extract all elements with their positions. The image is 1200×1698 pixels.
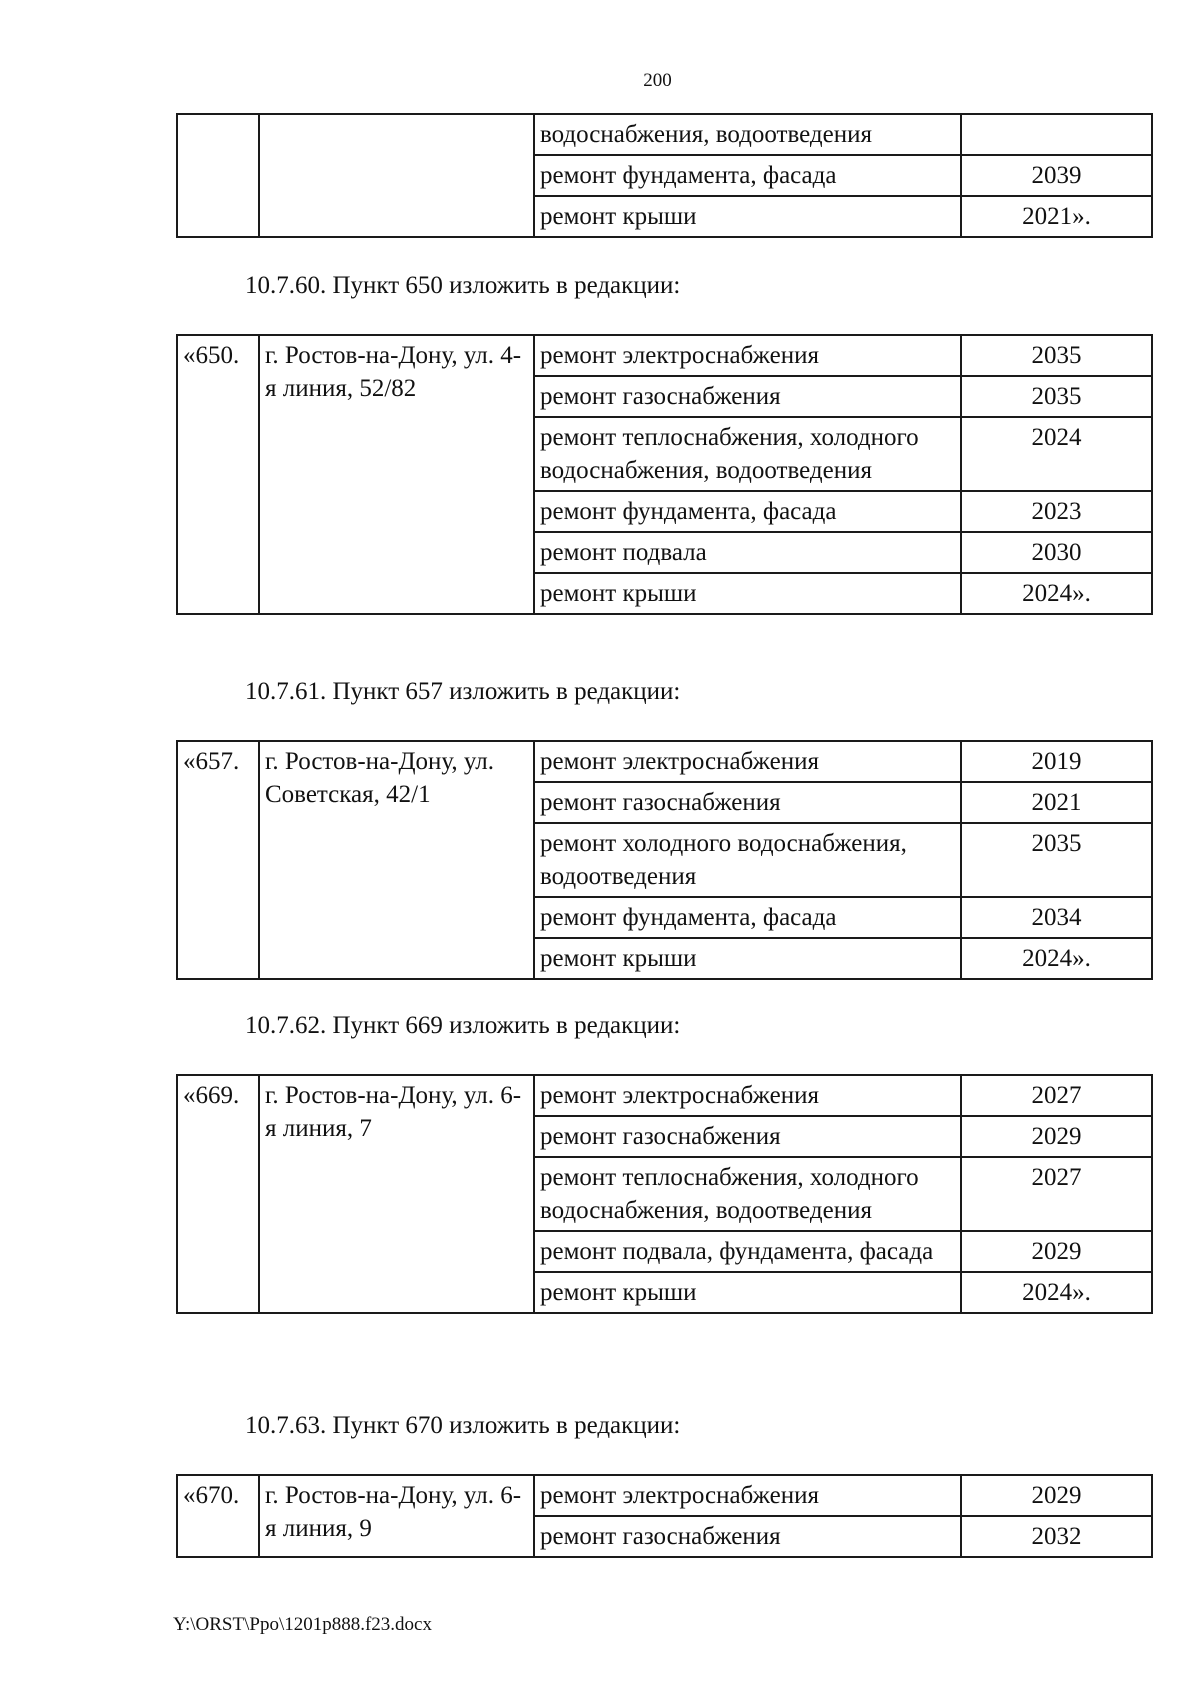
address-cell: [259, 114, 534, 237]
work-type-cell: водоснабжения, водоотведения: [534, 114, 961, 155]
work-type-cell: ремонт крыши: [534, 573, 961, 614]
work-type-cell: ремонт газоснабжения: [534, 782, 961, 823]
year-cell: 2034: [961, 897, 1152, 938]
year-cell: 2035: [961, 335, 1152, 376]
repair-table: [176, 1474, 1153, 1558]
address-cell: г. Ростов-на-Дону, ул. 6-я линия, 9: [259, 1475, 534, 1557]
page-number: 200: [643, 70, 672, 91]
year-cell: 2029: [961, 1116, 1152, 1157]
address-cell: г. Ростов-на-Дону, ул. 4-я линия, 52/82: [259, 335, 534, 614]
work-type-cell: ремонт электроснабжения: [534, 1075, 961, 1116]
item-number-cell: [177, 114, 259, 237]
year-cell: 2024».: [961, 938, 1152, 979]
repair-table: [176, 1074, 1153, 1314]
footer-file-path: Y:\ORST\Ppo\1201p888.f23.docx: [173, 1614, 432, 1635]
work-type-cell: ремонт газоснабжения: [534, 1516, 961, 1557]
item-number-cell: «669.: [177, 1075, 259, 1313]
work-type-cell: ремонт подвала, фундамента, фасада: [534, 1231, 961, 1272]
year-cell: 2024».: [961, 573, 1152, 614]
work-type-cell: ремонт теплоснабжения, холодного водоснабжения, водоотведения: [534, 1157, 961, 1231]
amendment-paragraph: 10.7.62. Пункт 669 изложить в редакции:: [245, 1012, 681, 1039]
year-cell: 2024: [961, 417, 1152, 491]
work-type-cell: ремонт газоснабжения: [534, 376, 961, 417]
year-cell: 2027: [961, 1075, 1152, 1116]
work-type-cell: ремонт подвала: [534, 532, 961, 573]
repair-table: [176, 740, 1153, 980]
year-cell: 2030: [961, 532, 1152, 573]
year-cell: 2035: [961, 376, 1152, 417]
work-type-cell: ремонт электроснабжения: [534, 1475, 961, 1516]
work-type-cell: ремонт крыши: [534, 196, 961, 237]
work-type-cell: ремонт холодного водоснабжения, водоотведения: [534, 823, 961, 897]
year-cell: 2021».: [961, 196, 1152, 237]
year-cell: 2035: [961, 823, 1152, 897]
repair-table: [176, 113, 1153, 238]
year-cell: 2027: [961, 1157, 1152, 1231]
item-number-cell: «670.: [177, 1475, 259, 1557]
work-type-cell: ремонт теплоснабжения, холодного водоснабжения, водоотведения: [534, 417, 961, 491]
year-cell: 2019: [961, 741, 1152, 782]
address-cell: г. Ростов-на-Дону, ул. 6-я линия, 7: [259, 1075, 534, 1313]
year-cell: [961, 114, 1152, 155]
item-number-cell: «657.: [177, 741, 259, 979]
year-cell: 2032: [961, 1516, 1152, 1557]
work-type-cell: ремонт электроснабжения: [534, 335, 961, 376]
work-type-cell: ремонт фундамента, фасада: [534, 491, 961, 532]
work-type-cell: ремонт газоснабжения: [534, 1116, 961, 1157]
work-type-cell: ремонт крыши: [534, 1272, 961, 1313]
year-cell: 2029: [961, 1231, 1152, 1272]
address-cell: г. Ростов-на-Дону, ул. Советская, 42/1: [259, 741, 534, 979]
year-cell: 2039: [961, 155, 1152, 196]
year-cell: 2021: [961, 782, 1152, 823]
year-cell: 2023: [961, 491, 1152, 532]
work-type-cell: ремонт крыши: [534, 938, 961, 979]
work-type-cell: ремонт фундамента, фасада: [534, 155, 961, 196]
amendment-paragraph: 10.7.60. Пункт 650 изложить в редакции:: [245, 272, 681, 299]
amendment-paragraph: 10.7.61. Пункт 657 изложить в редакции:: [245, 678, 681, 705]
year-cell: 2024».: [961, 1272, 1152, 1313]
amendment-paragraph: 10.7.63. Пункт 670 изложить в редакции:: [245, 1412, 681, 1439]
year-cell: 2029: [961, 1475, 1152, 1516]
repair-table: [176, 334, 1153, 615]
item-number-cell: «650.: [177, 335, 259, 614]
work-type-cell: ремонт фундамента, фасада: [534, 897, 961, 938]
work-type-cell: ремонт электроснабжения: [534, 741, 961, 782]
